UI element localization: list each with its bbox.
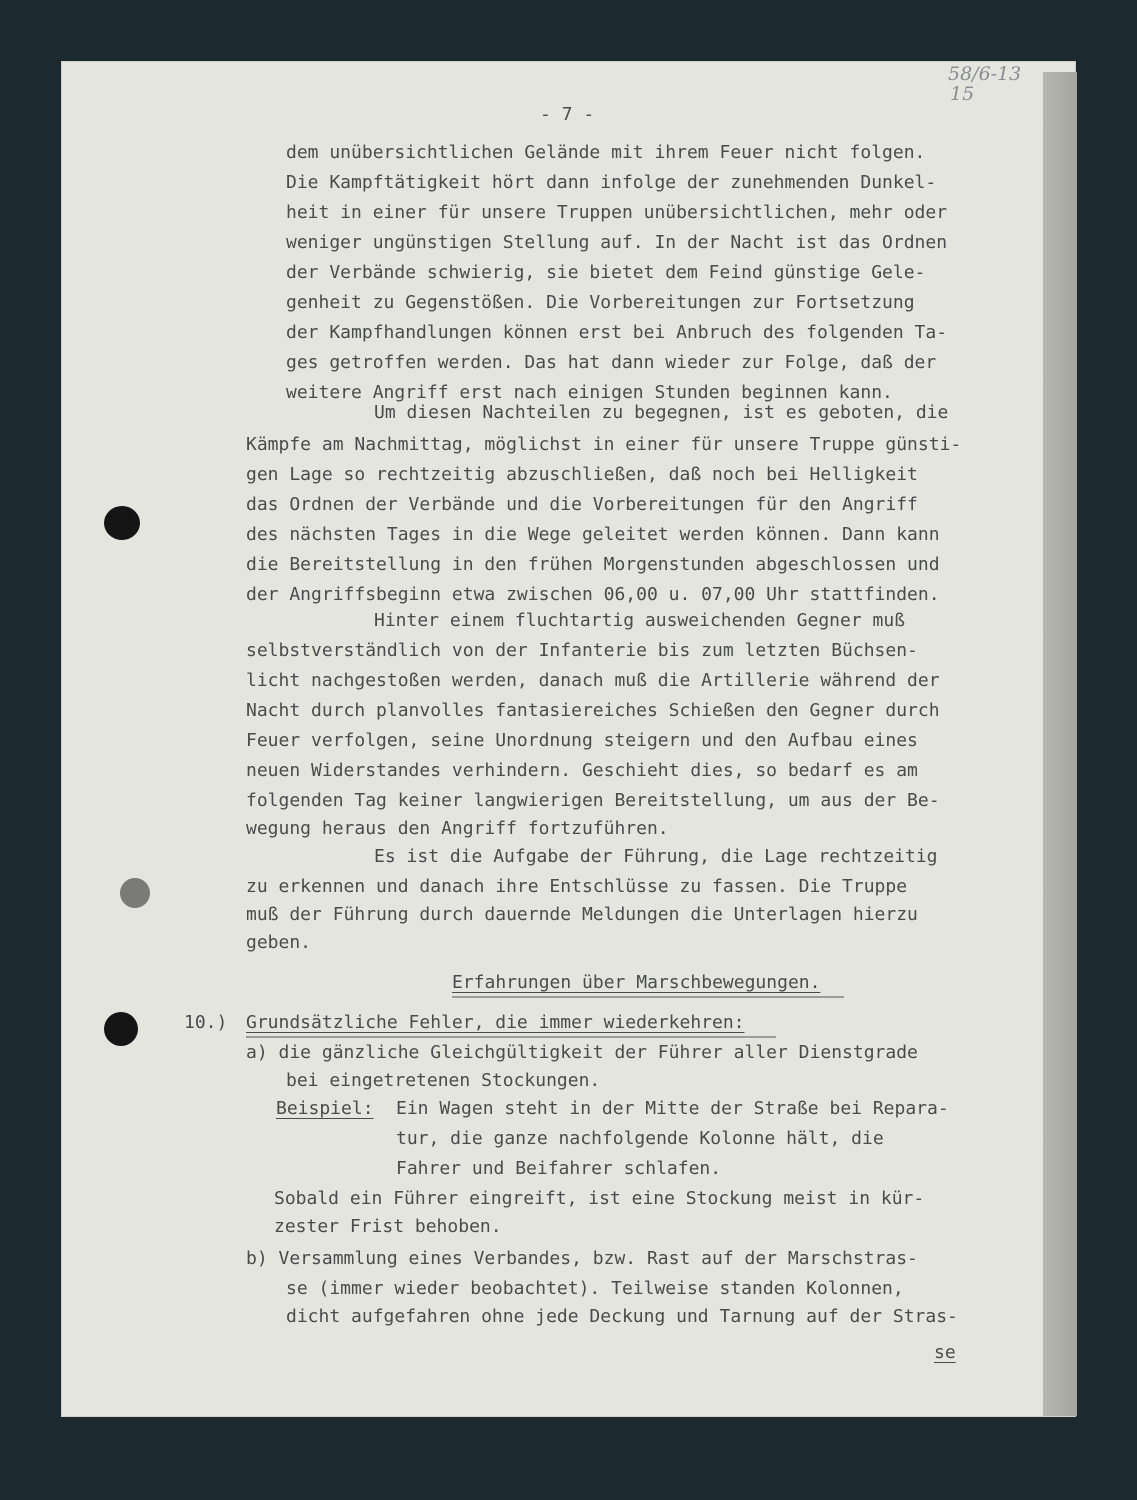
- text-line: heit in einer für unsere Truppen unübersichtlichen, mehr oder: [286, 202, 948, 223]
- text-line: wegung heraus den Angriff fortzuführen.: [246, 818, 669, 839]
- text-line: der Verbände schwierig, sie bietet dem Feind günstige Gele-: [286, 262, 926, 283]
- text-line: Um diesen Nachteilen zu begegnen, ist es geboten, die: [374, 402, 949, 423]
- page-edge-shadow: [1043, 72, 1077, 1416]
- archive-sheet: 15: [950, 83, 975, 105]
- text-line: des nächsten Tages in die Wege geleitet werden können. Dann kann: [246, 524, 940, 545]
- punch-hole-icon: [104, 506, 140, 540]
- text-line: genheit zu Gegenstößen. Die Vorbereitungen zur Fortsetzung: [286, 292, 915, 313]
- text-line: Die Kampftätigkeit hört dann infolge der zunehmenden Dunkel-: [286, 172, 937, 193]
- text-line: Es ist die Aufgabe der Führung, die Lage rechtzeitig: [374, 846, 938, 867]
- text-line: die Bereitstellung in den frühen Morgenstunden abgeschlossen und: [246, 554, 940, 575]
- text-line: gen Lage so rechtzeitig abzuschließen, daß noch bei Helligkeit: [246, 464, 918, 485]
- text-line: Sobald ein Führer eingreift, ist eine Stockung meist in kür-: [274, 1188, 925, 1209]
- text-line: das Ordnen der Verbände und die Vorbereitungen für den Angriff: [246, 494, 918, 515]
- text-line: weitere Angriff erst nach einigen Stunden beginnen kann.: [286, 382, 893, 403]
- text-line: der Kampfhandlungen können erst bei Anbruch des folgenden Ta-: [286, 322, 948, 343]
- text-line: Nacht durch planvolles fantasiereiches Schießen den Gegner durch: [246, 700, 940, 721]
- text-line: selbstverständlich von der Infanterie bis zum letzten Büchsen-: [246, 640, 918, 661]
- text-line: dem unübersichtlichen Gelände mit ihrem Feuer nicht folgen.: [286, 142, 926, 163]
- text-line: a) die gänzliche Gleichgültigkeit der Führer aller Dienstgrade: [246, 1042, 918, 1063]
- text-line: Fahrer und Beifahrer schlafen.: [396, 1158, 722, 1179]
- text-line: licht nachgestoßen werden, danach muß die Artillerie während der: [246, 670, 940, 691]
- text-line: ges getroffen werden. Das hat dann wieder zur Folge, daß der: [286, 352, 937, 373]
- subheading: Grundsätzliche Fehler, die immer wiederkehren:: [246, 1012, 745, 1033]
- text-line: Hinter einem fluchtartig ausweichenden Gegner muß: [374, 610, 906, 631]
- text-line: zester Frist behoben.: [274, 1216, 502, 1237]
- text-line: Feuer verfolgen, seine Unordnung steigern und den Aufbau eines: [246, 730, 918, 751]
- catchword: se: [934, 1342, 956, 1363]
- text-line: bei eingetretenen Stockungen.: [286, 1070, 601, 1091]
- text-line: muß der Führung durch dauernde Meldungen die Unterlagen hierzu: [246, 904, 918, 925]
- archive-signature: [948, 64, 1021, 104]
- text-line: folgenden Tag keiner langwierigen Bereitstellung, um aus der Be-: [246, 790, 940, 811]
- punch-hole-icon: [120, 878, 150, 908]
- archive-number: 58/6-13: [948, 63, 1022, 85]
- example-label: Beispiel:: [276, 1098, 374, 1119]
- page-number: - 7 -: [540, 104, 595, 125]
- underline-rule: [246, 1036, 776, 1038]
- text-line: b) Versammlung eines Verbandes, bzw. Rast auf der Marschstras-: [246, 1248, 918, 1269]
- text-line: neuen Widerstandes verhindern. Geschieht dies, so bedarf es am: [246, 760, 918, 781]
- item-number: 10.): [184, 1012, 228, 1033]
- section-heading: Erfahrungen über Marschbewegungen.: [452, 972, 821, 993]
- text-line: dicht aufgefahren ohne jede Deckung und Tarnung auf der Stras-: [286, 1306, 958, 1327]
- text-line: geben.: [246, 932, 312, 953]
- text-line: tur, die ganze nachfolgende Kolonne hält, die: [396, 1128, 884, 1149]
- text-line: Ein Wagen steht in der Mitte der Straße bei Repara-: [396, 1098, 949, 1119]
- text-line: zu erkennen und danach ihre Entschlüsse zu fassen. Die Truppe: [246, 876, 908, 897]
- text-line: se (immer wieder beobachtet). Teilweise standen Kolonnen,: [286, 1278, 904, 1299]
- text-line: der Angriffsbeginn etwa zwischen 06,00 u. 07,00 Uhr stattfinden.: [246, 584, 940, 605]
- punch-hole-icon: [104, 1012, 138, 1046]
- underline-rule: [452, 996, 844, 998]
- text-line: weniger ungünstigen Stellung auf. In der Nacht ist das Ordnen: [286, 232, 948, 253]
- text-line: Kämpfe am Nachmittag, möglichst in einer für unsere Truppe günsti-: [246, 434, 962, 455]
